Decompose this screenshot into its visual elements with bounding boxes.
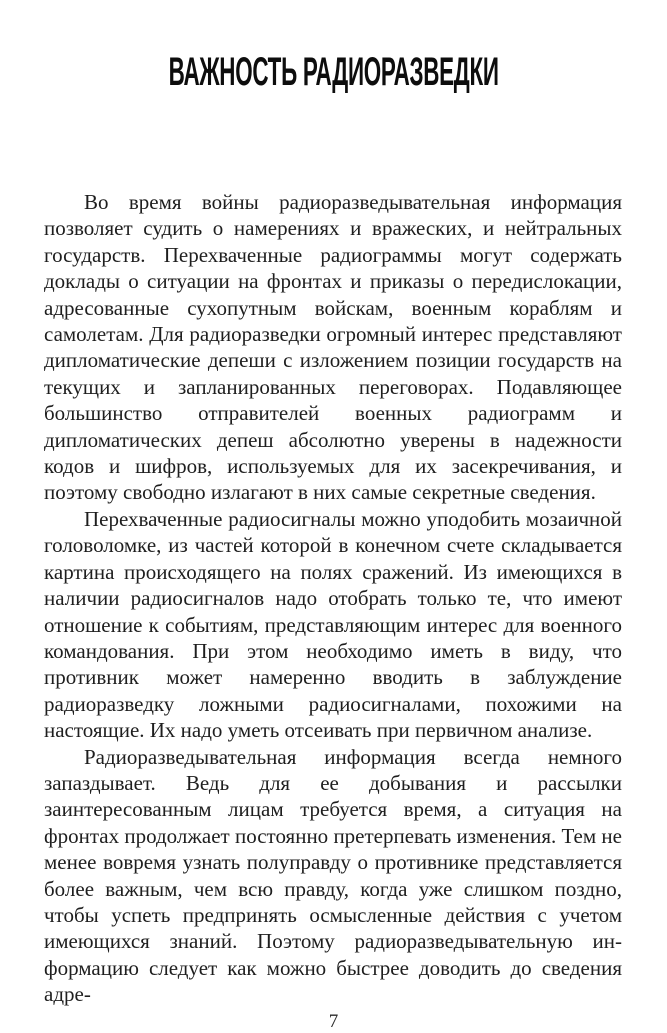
- chapter-title-text: ВАЖНОСТЬ РАДИОРАЗВЕДКИ: [168, 50, 499, 94]
- page-body: [44, 189, 622, 1008]
- chapter-title: [0, 0, 667, 92]
- body-paragraph: Перехваченные радиосигналы можно уподобить мозаичной головоломке, из частей которой в конечном счете складывается картина происходящего на полях сражений. Из имеющихся в наличии радиосигналов надо отобрать только те, что имеют отношение к событиям, представляющим интерес для военного командования. При этом необходимо иметь в виду, что противник может намеренно вводить в заблуждение радиоразведку ложными радиосигналами, похожими на настоящие. Их надо уметь отсеивать при первичном анализе.: [44, 506, 622, 743]
- page-number: 7: [328, 1010, 339, 1032]
- body-paragraph: Во время войны радиоразведывательная информация позволяет судить о намерениях и вражеских, и нейтральных государств. Перехваченные радиограммы могут содержать доклады о ситуации на фронтах и приказы о передислокации, адресованные сухопутным войскам, военным кораблям и самолетам. Для радиоразведки огромный интерес представляют дипломатические депеши с изложением позиции государств на текущих и запланированных переговорах. Подавляющее большинство отправителей военных радиограмм и дипломатических депеш абсолютно уверены в надежности кодов и шифров, используемых для их засекречивания, и поэтому свободно излагают в них самые секретные сведения.: [44, 190, 622, 505]
- body-paragraph: Радиоразведывательная информация всегда немного запаздывает. Ведь для ее добывания и рассылки заинтересованным лицам требуется время, а ситуация на фронтах продолжает постоянно претерпевать изменения. Тем не менее вовремя узнать полуправду о противнике представляется более важным, чем всю правду, когда уже слишком поздно, чтобы успеть предпринять осмысленные действия с учетом имеющихся знаний. Поэтому радиоразведывательную информацию следует как можно быстрее доводить до сведения адре-: [44, 744, 622, 1007]
